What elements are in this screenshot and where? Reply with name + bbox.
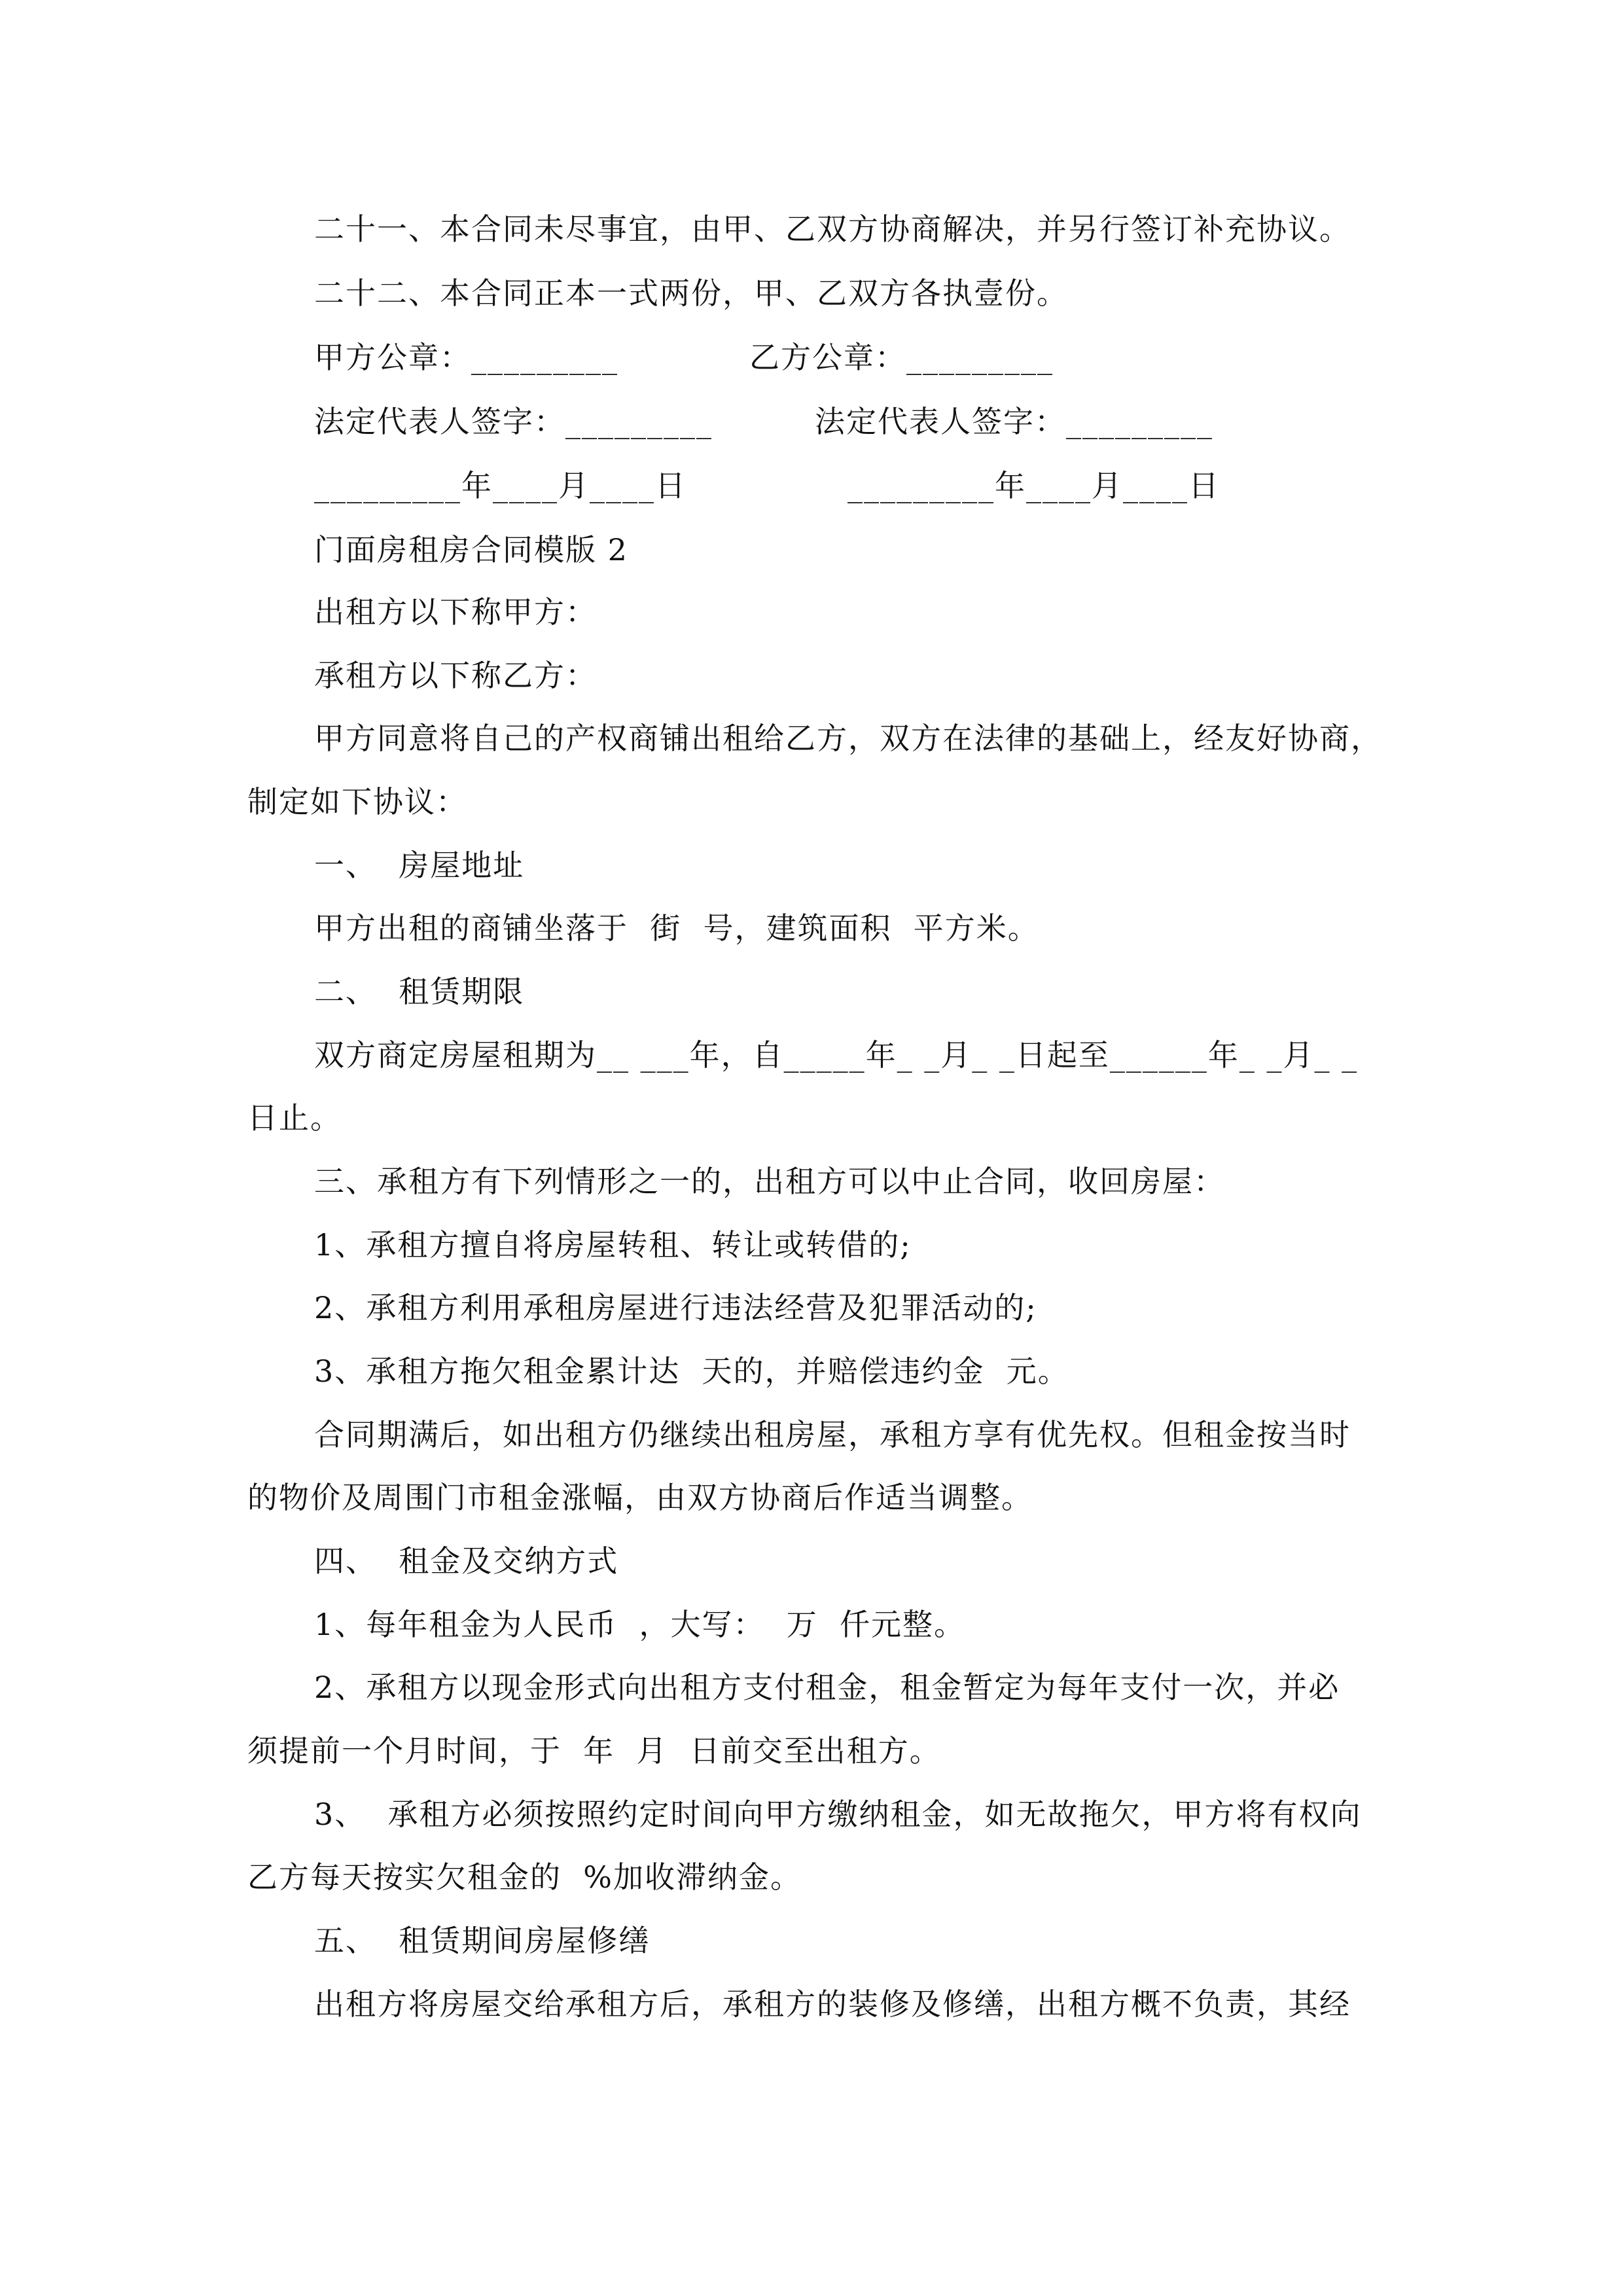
section-3-item-2: 2、承租方利用承租房屋进行违法经营及犯罪活动的; (314, 1290, 1037, 1325)
party-a-date: _________年____月____日 (314, 468, 687, 503)
section-1-title: 一、 房屋地址 (314, 848, 525, 883)
article-22: 二十二、本合同正本一式两份，甲、乙双方各执壹份。 (314, 276, 1068, 311)
lessor-line: 出租方以下称甲方： (314, 594, 597, 630)
party-a-representative: 法定代表人签字：_________ (314, 404, 713, 439)
section-2-title: 二、 租赁期限 (314, 974, 525, 1009)
section-4-item-3-line-2: 乙方每天按实欠租金的 %加收滞纳金。 (247, 1859, 802, 1895)
party-b-date: _________年____月____日 (847, 468, 1220, 503)
section-1-body: 甲方出租的商铺坐落于 街 号，建筑面积 平方米。 (314, 910, 1039, 946)
party-b-representative: 法定代表人签字：_________ (815, 404, 1213, 439)
section-4-item-1: 1、每年租金为人民币 ，大写： 万 仟元整。 (314, 1607, 965, 1642)
section-2-body-line-2: 日止。 (247, 1100, 342, 1136)
section-3-item-1: 1、承租方擅自将房屋转租、转让或转借的; (314, 1227, 912, 1263)
lessee-line: 承租方以下称乙方： (314, 658, 597, 693)
template-title: 门面房租房合同模版 2 (314, 532, 628, 567)
section-4-item-2-line-1: 2、承租方以现金形式向出租方支付租金，租金暂定为每年支付一次，并必 (314, 1670, 1340, 1705)
section-4-item-3-line-1: 3、 承租方必须按照约定时间向甲方缴纳租金，如无故拖欠，甲方将有权向 (314, 1797, 1362, 1832)
party-a-seal: 甲方公章：_________ (314, 340, 618, 375)
intro-paragraph-line-1: 甲方同意将自己的产权商铺出租给乙方，双方在法律的基础上，经友好协商， (314, 721, 1382, 756)
article-21: 二十一、本合同未尽事宜，由甲、乙双方协商解决，并另行签订补充协议。 (314, 211, 1351, 247)
renewal-paragraph-line-2: 的物价及周围门市租金涨幅，由双方协商后作适当调整。 (247, 1480, 1033, 1515)
intro-paragraph-line-2: 制定如下协议： (247, 784, 467, 819)
renewal-paragraph-line-1: 合同期满后，如出租方仍继续出租房屋，承租方享有优先权。但租金按当时 (314, 1417, 1351, 1452)
section-5-title: 五、 租赁期间房屋修缮 (314, 1923, 651, 1958)
section-5-body: 出租方将房屋交给承租方后，承租方的装修及修缮，出租方概不负责，其经 (314, 1986, 1351, 2022)
section-3-item-3: 3、承租方拖欠租金累计达 天的，并赔偿违约金 元。 (314, 1354, 1069, 1389)
section-4-title: 四、 租金及交纳方式 (314, 1543, 619, 1579)
section-2-body-line-1: 双方商定房屋租期为__ ___年，自_____年_ _月_ _日起至______年_ _月_ _ (314, 1037, 1359, 1073)
party-b-seal: 乙方公章：_________ (749, 340, 1054, 375)
section-4-item-2-line-2: 须提前一个月时间，于 年 月 日前交至出租方。 (247, 1733, 941, 1768)
section-3-title: 三、承租方有下列情形之一的，出租方可以中止合同，收回房屋： (314, 1164, 1225, 1199)
